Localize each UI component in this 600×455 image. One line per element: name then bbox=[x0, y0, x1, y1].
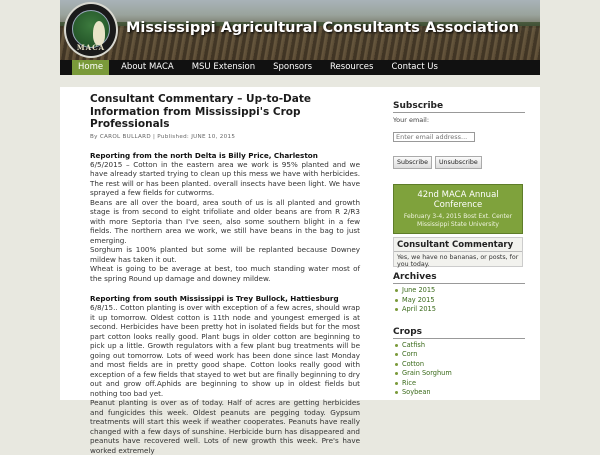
post-paragraph: 6/5/2015 – Cotton in the eastern area we work is 95% planted and we have already started trying to clean up this mess we have with herbicides. The rest will or has been planted. overall insects have been light. We have sprayed a few fields for cutworms. bbox=[90, 159, 360, 197]
crop-link[interactable]: Cotton bbox=[393, 360, 525, 370]
site-title[interactable]: Mississippi Agricultural Consultants Association bbox=[126, 20, 519, 36]
email-field[interactable] bbox=[393, 132, 475, 142]
post-byline: By CAROL BULLARD | Published: JUNE 10, 2015 bbox=[90, 133, 236, 140]
section-heading-south-mississippi: Reporting from south Mississippi is Trey Bullock, Hattiesburg bbox=[90, 294, 339, 303]
nav-item-msu-extension[interactable]: MSU Extension bbox=[191, 62, 256, 72]
main-nav bbox=[60, 60, 540, 75]
post-paragraph: Wheat is going to be average at best, too much standing water most of the spring Round up damage and downey mildew. bbox=[90, 264, 360, 283]
post-title[interactable]: Consultant Commentary – Up-to-Date Information from Mississippi's Crop Professionals bbox=[90, 93, 311, 130]
crop-link[interactable]: Rice bbox=[393, 379, 525, 389]
leaf-icon bbox=[93, 21, 105, 45]
nav-item-sponsors[interactable]: Sponsors bbox=[273, 62, 313, 72]
subscribe-buttons bbox=[393, 156, 525, 169]
nav-item-about[interactable]: About MACA bbox=[121, 62, 174, 72]
section-heading-north-delta: Reporting from the north Delta is Billy Price, Charleston bbox=[90, 150, 318, 160]
post-paragraph: Peanut planting is over as of today. Half of acres are getting herbicides and fungicides this week. Oldest peanuts are pegging today. Gypsum treatments will start this week if weather cooperates. Peanuts have really changed with a few days of sunshine. Herbicide burn has disappeared and peanuts have recovered well. Lots of new growth this week. Pre's have worked extremely bbox=[90, 398, 360, 455]
conference-banner[interactable] bbox=[393, 184, 523, 234]
crop-link[interactable]: Grain Sorghum bbox=[393, 369, 525, 379]
crop-link[interactable]: Catfish bbox=[393, 341, 525, 351]
nav-item-home[interactable]: Home bbox=[72, 60, 109, 75]
conference-detail: February 3-4, 2015 Bost Ext. Center Mississippi State University bbox=[403, 213, 513, 228]
conference-title: 42nd MACA Annual Conference bbox=[417, 190, 499, 210]
subscribe-button[interactable]: Subscribe bbox=[393, 156, 432, 169]
post-paragraph: Beans are all over the board, area south of us is all planted and growth stage is from second to eight trifoliate and older beans are from R 2/R3 with more Septoria than I've seen, also some southern blight in a few fields. The northern area we work, we still have beans in the bag to just emerging. bbox=[90, 197, 360, 245]
subscribe-heading: Subscribe bbox=[393, 101, 525, 113]
crops-heading: Crops bbox=[393, 327, 525, 339]
crop-link[interactable]: Soybean bbox=[393, 388, 525, 398]
archive-link[interactable]: May 2015 bbox=[393, 296, 525, 306]
archive-link[interactable]: April 2015 bbox=[393, 305, 525, 315]
archives-heading: Archives bbox=[393, 272, 525, 284]
header-banner bbox=[60, 0, 540, 60]
commentary-text: Yes, we have no bananas, or posts, for you today. bbox=[397, 254, 519, 268]
maca-logo[interactable] bbox=[64, 2, 118, 58]
sidebar bbox=[393, 101, 525, 398]
content-panel bbox=[60, 87, 540, 455]
post-paragraph: Sorghum is 100% planted but some will be replanted because Downey mildew has taken it out. bbox=[90, 245, 360, 264]
unsubscribe-button[interactable]: Unsubscribe bbox=[435, 156, 482, 169]
nav-spacer bbox=[60, 75, 540, 87]
post-article bbox=[90, 93, 360, 455]
archive-link[interactable]: June 2015 bbox=[393, 286, 525, 296]
email-label: Your email: bbox=[393, 116, 430, 124]
crop-link[interactable]: Corn bbox=[393, 350, 525, 360]
nav-item-contact[interactable]: Contact Us bbox=[391, 62, 438, 72]
archives-list bbox=[393, 286, 525, 315]
commentary-widget bbox=[393, 237, 523, 267]
crops-list bbox=[393, 341, 525, 398]
logo-text: MACA bbox=[76, 43, 106, 52]
post-paragraph: 6/8/15.. Cotton planting is over with exception of a few acres, should wrap it up tomorrow. Oldest cotton is 11th node and youngest emerged is at second. Herbicides have been pretty hot in isolated fields but for the most part cotton looks really good. Plant bugs in older cotton are beginning to pick up a little. Growth regulators with a few plant bug treatments will be going out tomorrow. Lots of weed work has been done since last Monday and most fields are in pretty good shape. Cotton looks really good with exception of a few fields that stayed to wet but are finally beginning to dry out and grow off.Aphids are beginning to show up in oldest fields but nothing too bad yet. bbox=[90, 303, 360, 398]
commentary-heading: Consultant Commentary bbox=[394, 238, 522, 252]
nav-item-resources[interactable]: Resources bbox=[330, 62, 374, 72]
